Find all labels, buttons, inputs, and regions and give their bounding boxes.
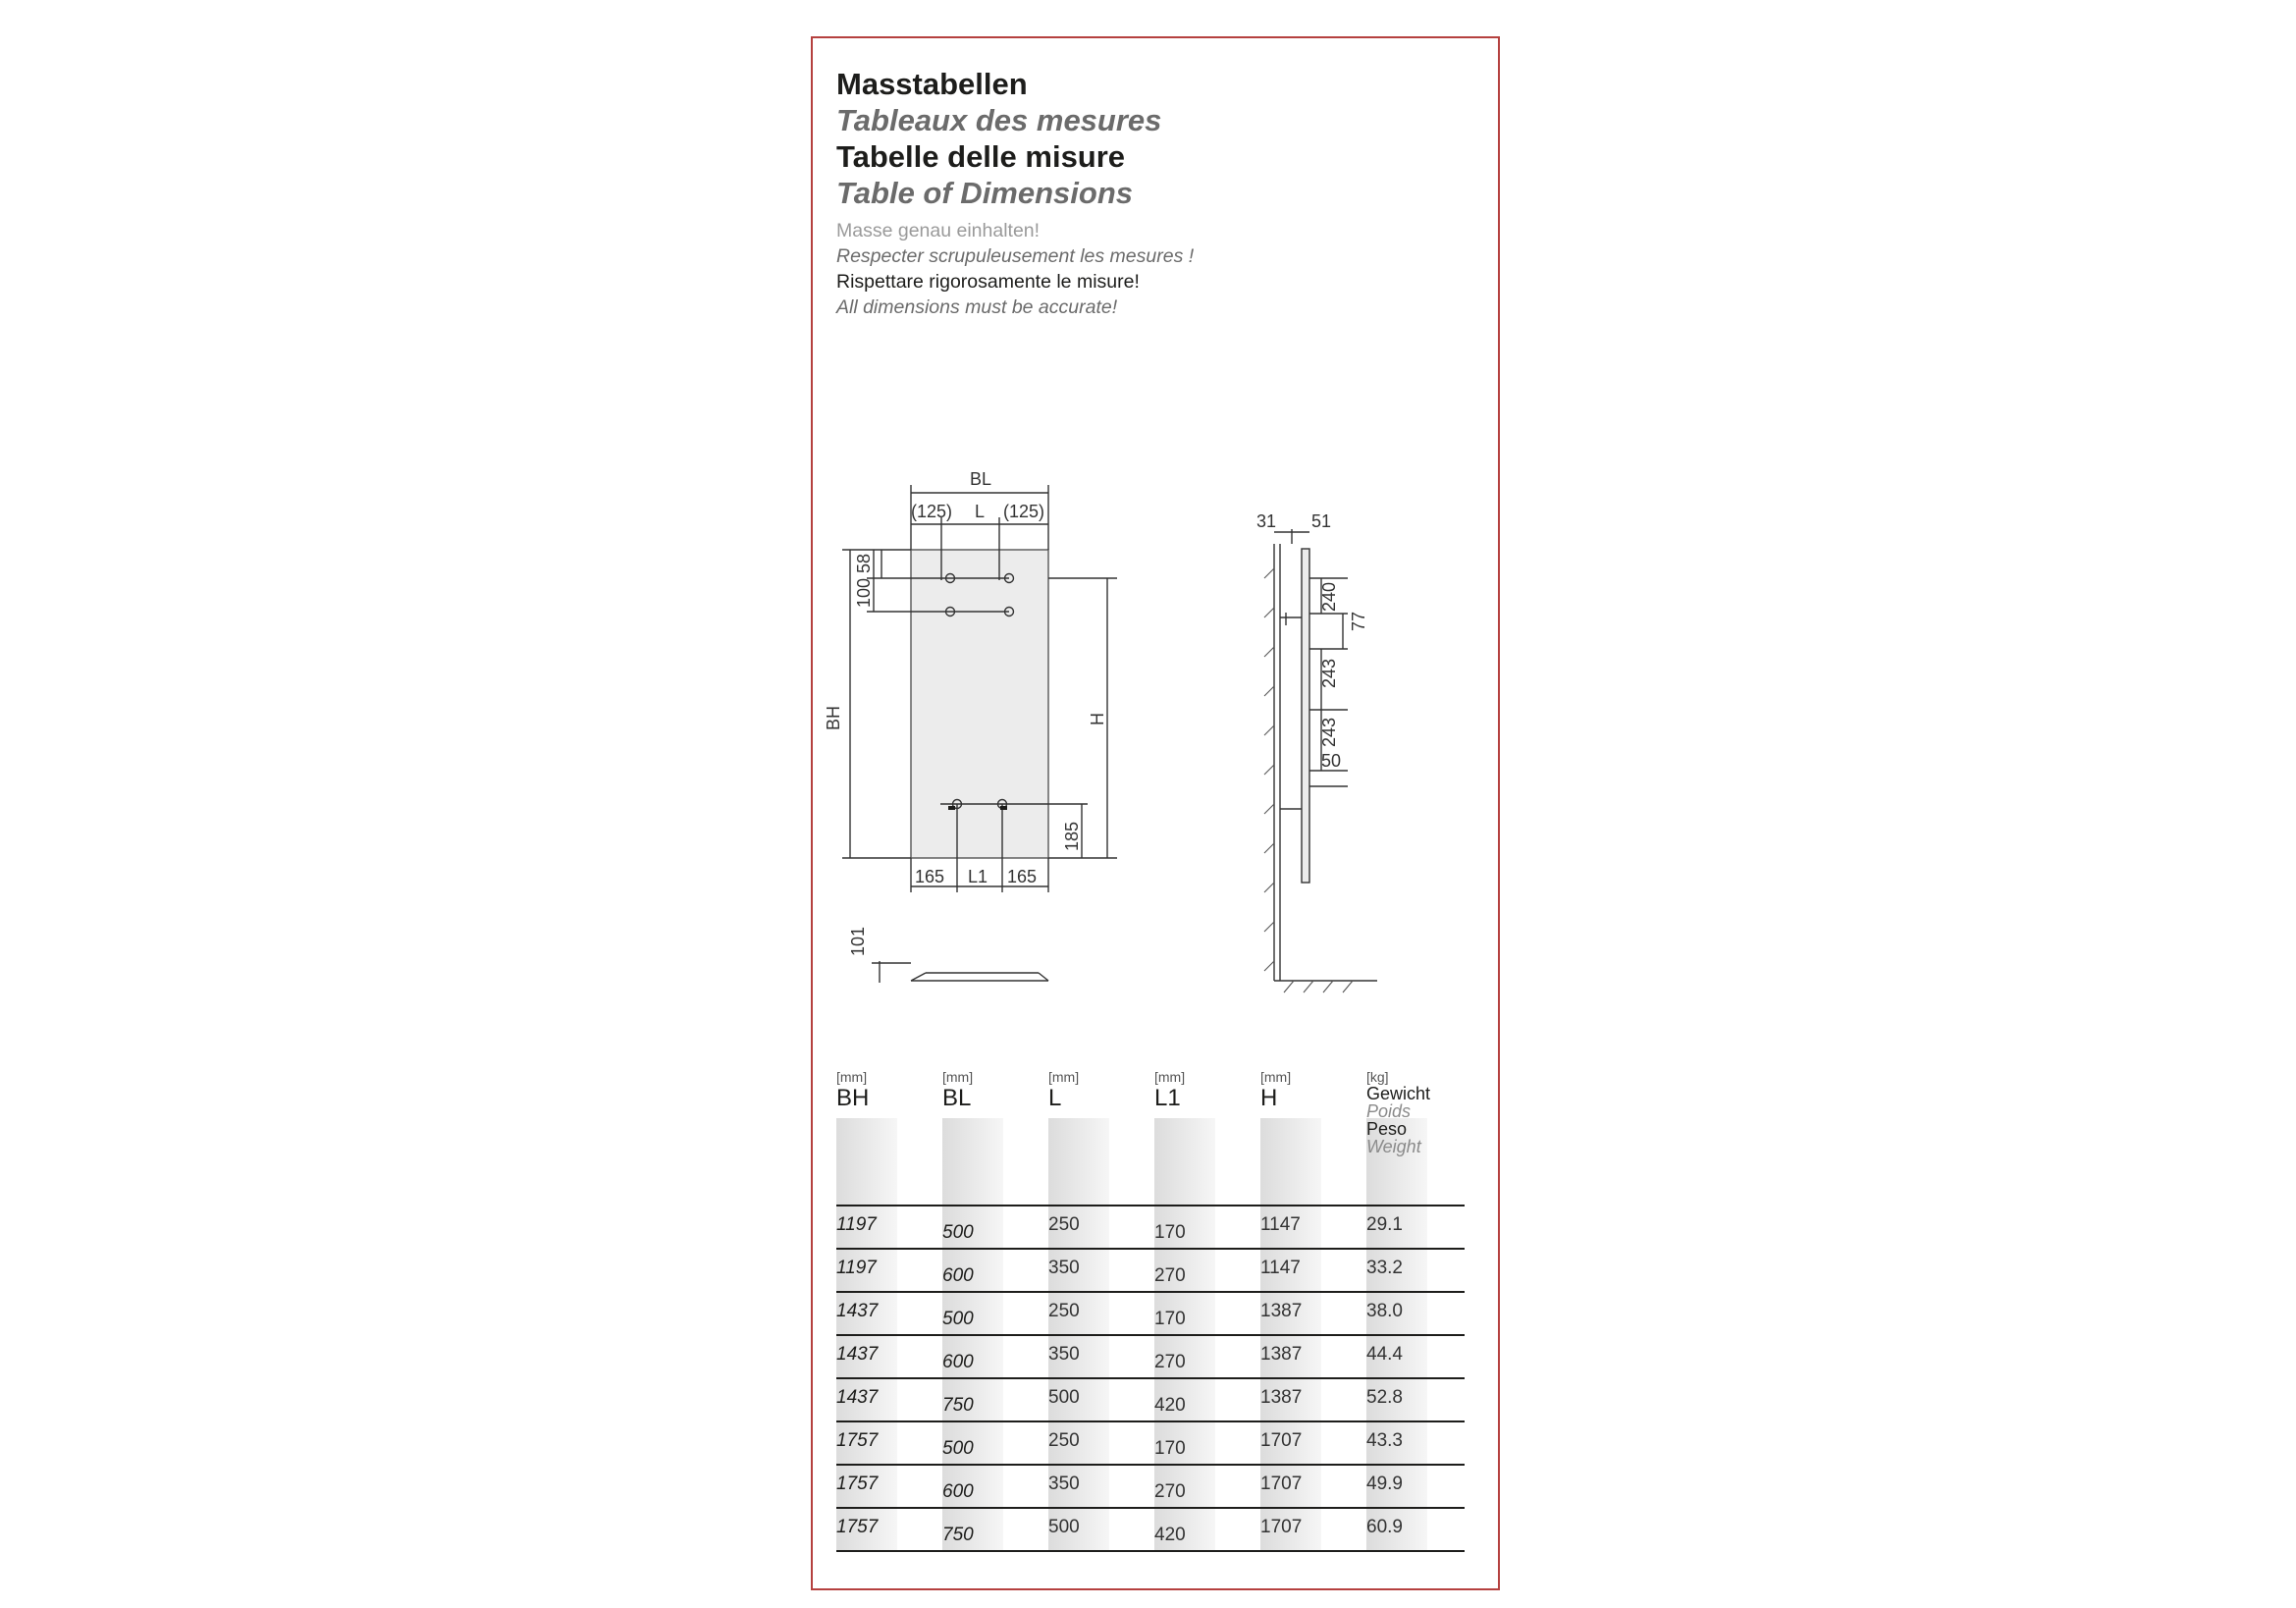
table-cell: 170 [1154, 1309, 1186, 1329]
unit-label: [mm] [942, 1069, 974, 1085]
dim-243-a: 243 [1319, 658, 1339, 688]
header-l [1048, 1069, 1079, 1112]
weight-it: Peso [1366, 1119, 1408, 1139]
note-it: Rispettare rigorosamente le misure! [836, 271, 1140, 293]
dim-100: 100 [854, 577, 874, 608]
table-cell: 270 [1154, 1352, 1186, 1372]
unit-label: [mm] [1154, 1069, 1186, 1085]
table-cell: 500 [942, 1438, 974, 1459]
table-cell: 420 [1154, 1395, 1186, 1416]
dim-165-left: 165 [915, 867, 945, 886]
column-key: BH [836, 1085, 870, 1111]
table-cell: 1757 [836, 1517, 879, 1537]
table-cell: 350 [1048, 1474, 1080, 1494]
unit-label: [mm] [1260, 1069, 1292, 1085]
table-cell: 1707 [1260, 1474, 1303, 1494]
table-cell: 1757 [836, 1474, 879, 1494]
table-cell: 43.3 [1366, 1430, 1403, 1451]
dim-243-b: 243 [1319, 717, 1339, 747]
column-key: L1 [1154, 1085, 1181, 1111]
weight-en: Weight [1366, 1137, 1421, 1156]
dim-h: H [1088, 713, 1107, 725]
table-cell: 250 [1048, 1301, 1080, 1321]
table-cell: 1707 [1260, 1430, 1303, 1451]
table-row [836, 1205, 1465, 1248]
technical-drawing [813, 38, 1500, 1069]
table-cell: 1387 [1260, 1301, 1303, 1321]
table-row [836, 1377, 1465, 1420]
table-cell: 170 [1154, 1438, 1186, 1459]
header-bh [836, 1069, 869, 1112]
unit-label: [kg] [1366, 1069, 1389, 1085]
table-cell: 38.0 [1366, 1301, 1403, 1321]
table-cell: 750 [942, 1395, 974, 1416]
dim-165-right: 165 [1007, 867, 1038, 886]
dim-240: 240 [1319, 581, 1339, 612]
table-row [836, 1464, 1465, 1507]
table-cell: 350 [1048, 1258, 1080, 1278]
table-cell: 270 [1154, 1481, 1186, 1502]
table-cell: 1707 [1260, 1517, 1303, 1537]
table-cell: 1437 [836, 1387, 879, 1408]
table-row [836, 1507, 1465, 1552]
dim-l1: L1 [968, 867, 988, 886]
document-page [811, 36, 1500, 1590]
note-fr: Respecter scrupuleusement les mesures ! [836, 245, 1195, 267]
header-bl [942, 1069, 973, 1112]
table-cell: 500 [1048, 1517, 1080, 1537]
dim-right-margin: (125) [1003, 502, 1045, 521]
dim-101: 101 [848, 926, 868, 956]
table-row [836, 1420, 1465, 1464]
table-cell: 52.8 [1366, 1387, 1403, 1408]
header-weight [1366, 1069, 1430, 1155]
table-cell: 29.1 [1366, 1214, 1403, 1235]
column-key: L [1048, 1085, 1062, 1111]
title-de: Masstabellen [836, 67, 1028, 101]
table-cell: 60.9 [1366, 1517, 1403, 1537]
table-cell: 250 [1048, 1214, 1080, 1235]
table-row [836, 1248, 1465, 1291]
table-cell: 270 [1154, 1265, 1186, 1286]
header-l1 [1154, 1069, 1185, 1112]
table-cell: 49.9 [1366, 1474, 1403, 1494]
dim-51: 51 [1311, 511, 1332, 531]
table-cell: 1197 [836, 1258, 877, 1278]
table-cell: 750 [942, 1525, 974, 1545]
weight-fr: Poids [1366, 1101, 1412, 1121]
dim-bh: BH [824, 705, 843, 730]
table-cell: 1437 [836, 1344, 879, 1365]
table-cell: 500 [1048, 1387, 1080, 1408]
table-cell: 1197 [836, 1214, 877, 1235]
table-cell: 600 [942, 1481, 974, 1502]
table-cell: 500 [942, 1222, 974, 1243]
column-key: H [1260, 1085, 1278, 1111]
table-cell: 1437 [836, 1301, 879, 1321]
weight-de: Gewicht [1366, 1084, 1431, 1103]
table-row [836, 1291, 1465, 1334]
table-cell: 500 [942, 1309, 974, 1329]
table-row [836, 1334, 1465, 1377]
table-cell: 1387 [1260, 1387, 1303, 1408]
dim-50: 50 [1321, 751, 1342, 771]
unit-label: [mm] [1048, 1069, 1080, 1085]
table-cell: 600 [942, 1265, 974, 1286]
table-cell: 1147 [1260, 1214, 1301, 1235]
dim-31: 31 [1256, 511, 1277, 531]
table-body [836, 1205, 1465, 1552]
dim-185: 185 [1062, 821, 1082, 851]
table-cell: 170 [1154, 1222, 1186, 1243]
table-cell: 44.4 [1366, 1344, 1403, 1365]
unit-label: [mm] [836, 1069, 868, 1085]
header-h [1260, 1069, 1291, 1112]
table-cell: 350 [1048, 1344, 1080, 1365]
title-it: Tabelle delle misure [836, 139, 1126, 174]
table-cell: 1757 [836, 1430, 879, 1451]
dim-bl: BL [970, 469, 992, 489]
radiator-front-panel [911, 550, 1048, 858]
note-de: Masse genau einhalten! [836, 220, 1041, 241]
table-cell: 420 [1154, 1525, 1186, 1545]
table-cell: 250 [1048, 1430, 1080, 1451]
table-cell: 1387 [1260, 1344, 1303, 1365]
column-key: BL [942, 1085, 972, 1111]
dim-58: 58 [854, 553, 874, 573]
table-cell: 33.2 [1366, 1258, 1403, 1278]
title-fr: Tableaux des mesures [836, 103, 1162, 137]
dim-77: 77 [1349, 611, 1368, 631]
table-cell: 1147 [1260, 1258, 1301, 1278]
dimensions-table [836, 1069, 1465, 1560]
dim-left-margin: (125) [911, 502, 953, 521]
note-en: All dimensions must be accurate! [836, 296, 1118, 318]
table-cell: 600 [942, 1352, 974, 1372]
dim-l: L [975, 502, 986, 521]
title-en: Table of Dimensions [836, 176, 1134, 210]
